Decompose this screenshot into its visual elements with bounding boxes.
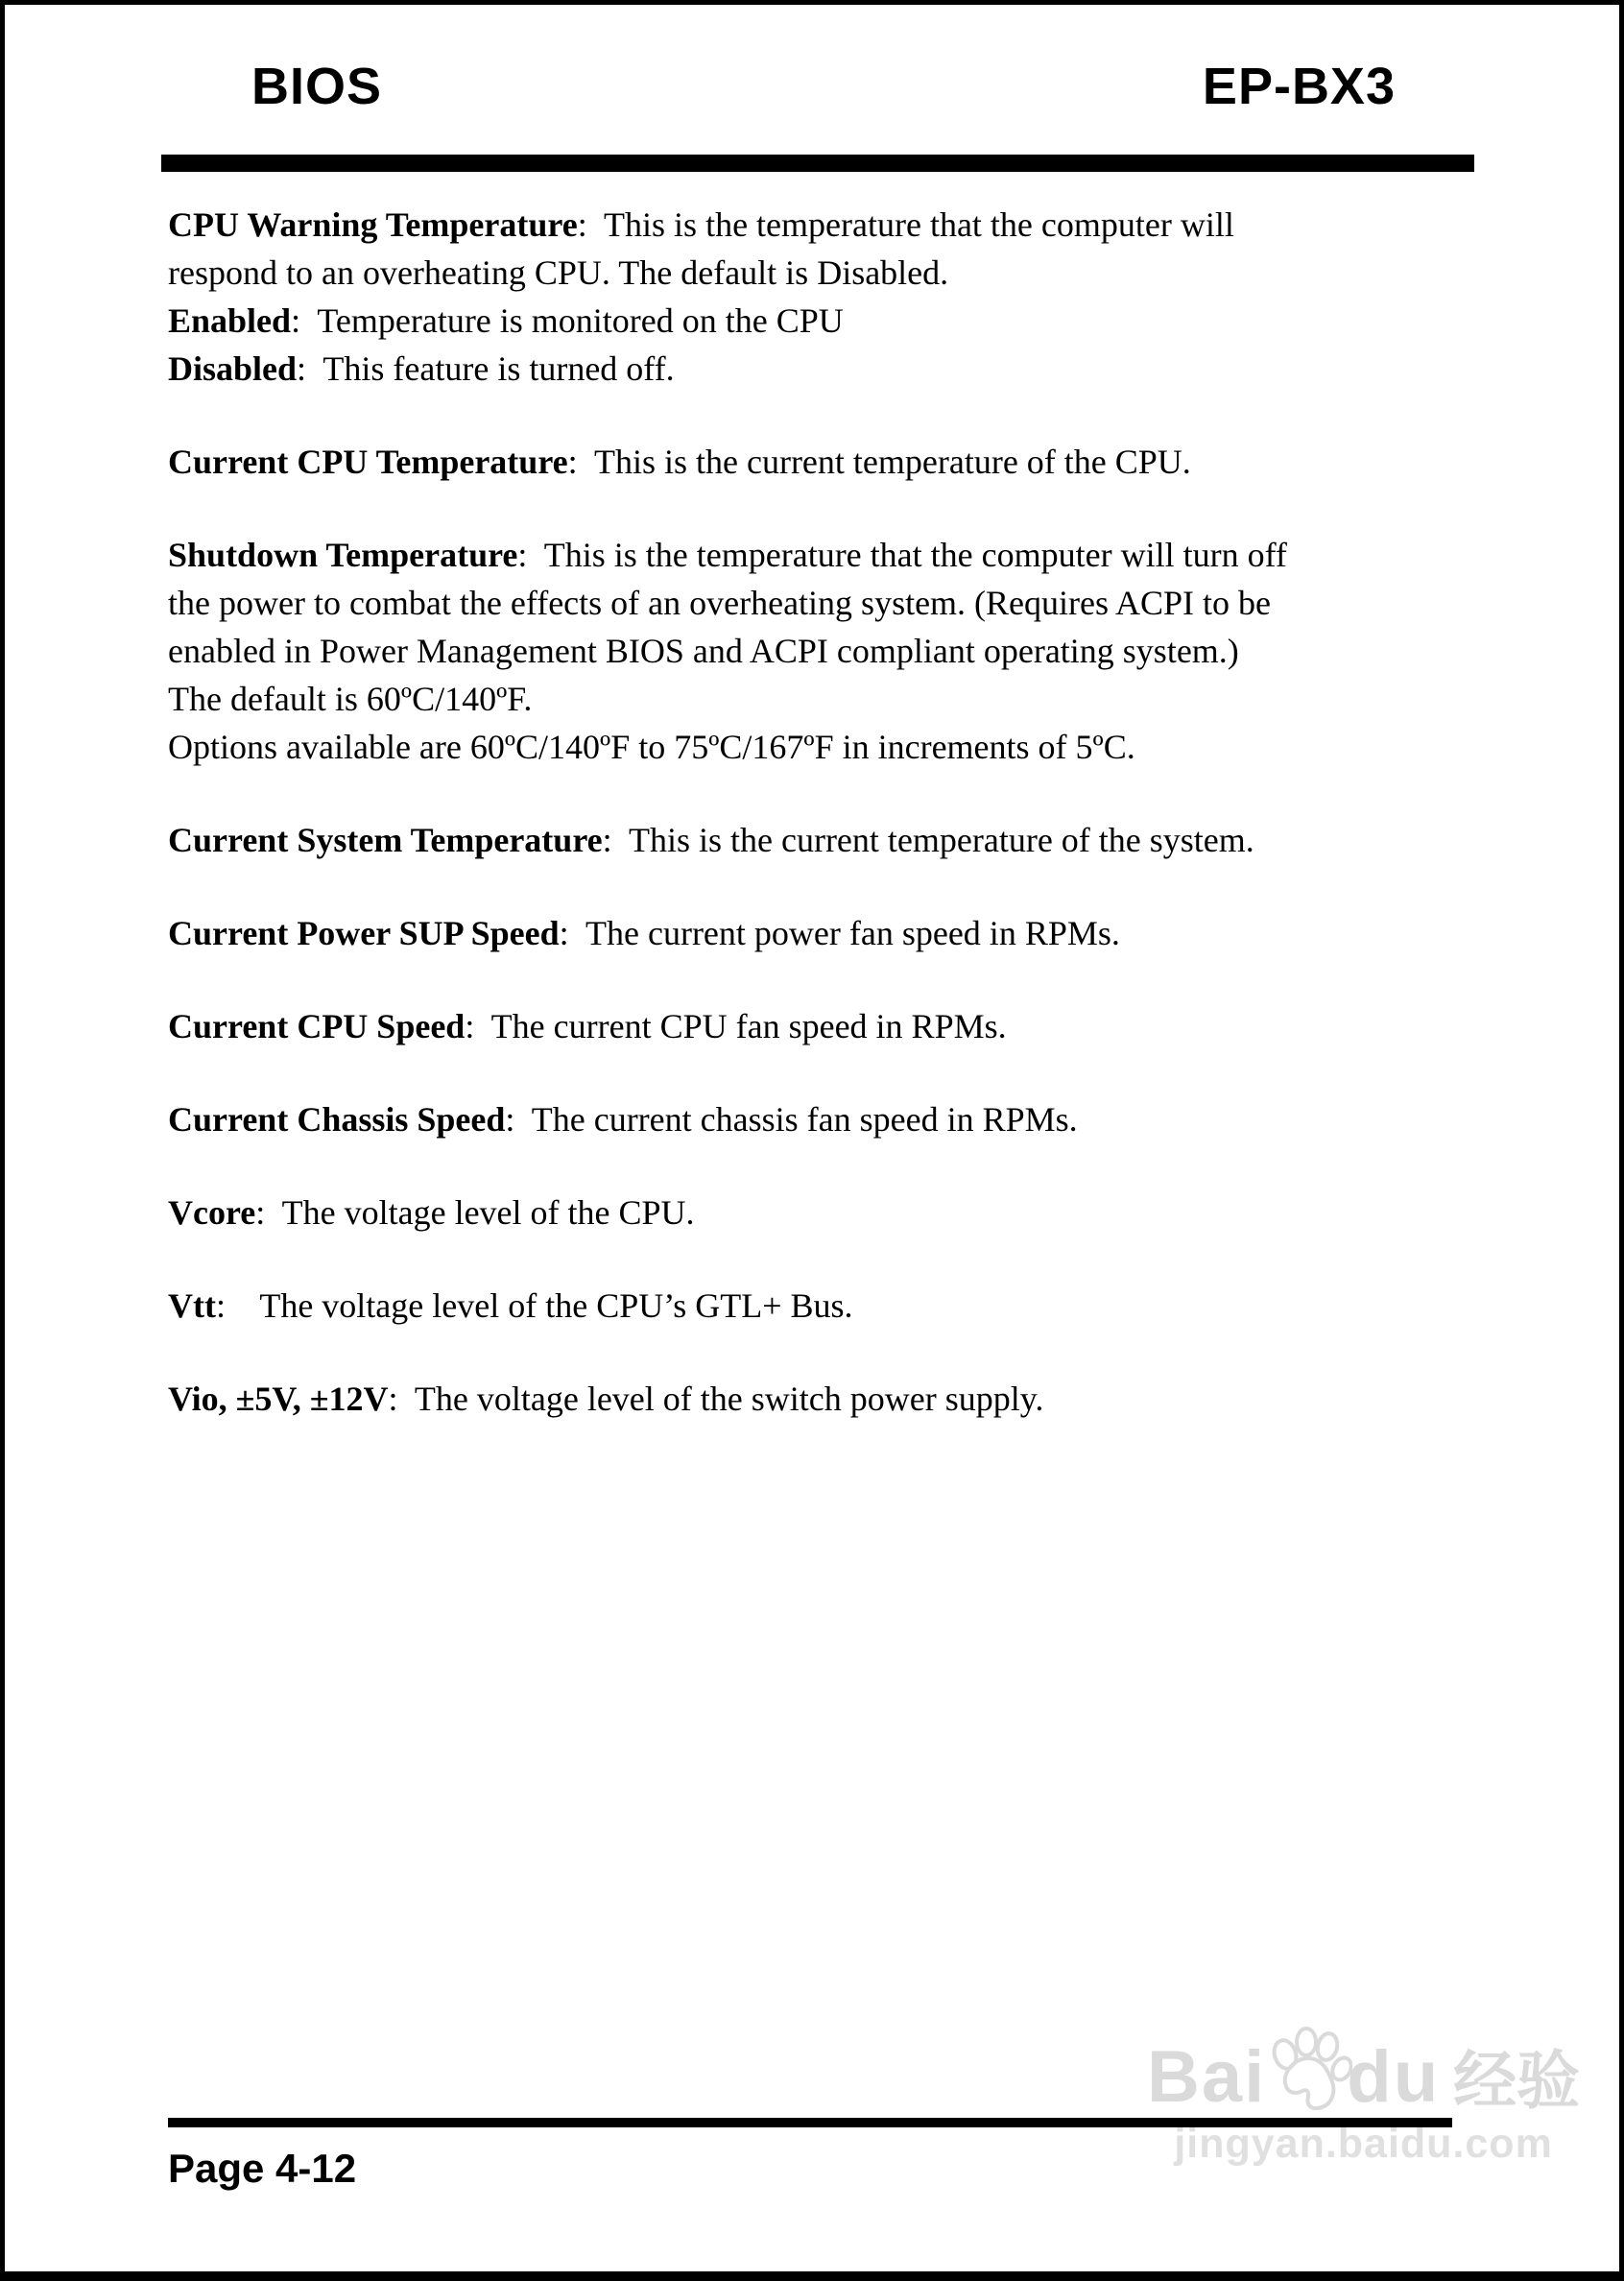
paragraph-9 bbox=[168, 1375, 1619, 1423]
watermark-url: jingyan.baidu.com bbox=[1174, 2121, 1553, 2167]
term-label: Current Power SUP Speed bbox=[168, 914, 560, 952]
paragraph-2 bbox=[168, 531, 1619, 771]
baidu-logo-text-du: du bbox=[1347, 2036, 1441, 2118]
paragraph-4 bbox=[168, 909, 1619, 957]
paragraph-6 bbox=[168, 1095, 1619, 1143]
line-text: : This is the temperature that the computer will turn off bbox=[517, 536, 1287, 574]
baidu-paw-icon bbox=[1264, 2026, 1352, 2118]
line-text: : The voltage level of the CPU. bbox=[255, 1193, 695, 1232]
paragraph-0 bbox=[168, 201, 1619, 393]
line-text: enabled in Power Management BIOS and ACPI compliant operating system.) bbox=[168, 632, 1239, 670]
baidu-watermark bbox=[1147, 2026, 1580, 2165]
paragraph-5 bbox=[168, 1002, 1619, 1050]
term-label: CPU Warning Temperature bbox=[168, 205, 578, 244]
baidu-logo bbox=[1147, 2026, 1581, 2118]
term-label: Vcore bbox=[168, 1193, 256, 1232]
line-text: : The current power fan speed in RPMs. bbox=[559, 914, 1120, 952]
term-label: Current Chassis Speed bbox=[168, 1100, 506, 1139]
paragraph-3 bbox=[168, 816, 1619, 864]
header-left-label: BIOS bbox=[251, 58, 383, 115]
text-line bbox=[168, 297, 1619, 345]
text-line bbox=[168, 1189, 1619, 1237]
line-text: respond to an overheating CPU. The default is Disabled. bbox=[168, 253, 949, 292]
text-line bbox=[168, 579, 1619, 627]
line-text: : Temperature is monitored on the CPU bbox=[291, 301, 844, 340]
page-header bbox=[251, 58, 1396, 115]
term-label: Vtt bbox=[168, 1286, 216, 1325]
term-label: Enabled bbox=[168, 301, 292, 340]
text-line bbox=[168, 249, 1619, 297]
line-text: Options available are 60ºC/140ºF to 75ºC/167ºF in increments of 5ºC. bbox=[168, 728, 1135, 766]
term-label: Current CPU Speed bbox=[168, 1007, 466, 1045]
term-label: Current CPU Temperature bbox=[168, 443, 568, 481]
term-label: Shutdown Temperature bbox=[168, 536, 518, 574]
term-label: Disabled bbox=[168, 349, 298, 388]
line-text: : The voltage level of the CPU’s GTL+ Bus. bbox=[215, 1286, 853, 1325]
text-line bbox=[168, 627, 1619, 675]
paragraph-7 bbox=[168, 1189, 1619, 1237]
baidu-logo-text-bai: Bai bbox=[1147, 2036, 1267, 2118]
text-line bbox=[168, 816, 1619, 864]
text-line bbox=[168, 1095, 1619, 1143]
header-right-label: EP-BX3 bbox=[1202, 58, 1396, 115]
text-line bbox=[168, 1375, 1619, 1423]
line-text: : The current chassis fan speed in RPMs. bbox=[505, 1100, 1078, 1139]
line-text: the power to combat the effects of an overheating system. (Requires ACPI to be bbox=[168, 584, 1272, 622]
text-line bbox=[168, 531, 1619, 579]
page-number: Page 4-12 bbox=[168, 2146, 357, 2191]
text-line bbox=[168, 345, 1619, 393]
text-line bbox=[168, 1002, 1619, 1050]
paragraph-8 bbox=[168, 1282, 1619, 1330]
line-text: : This feature is turned off. bbox=[297, 349, 675, 388]
line-text: : The voltage level of the switch power supply. bbox=[388, 1380, 1044, 1418]
line-text: : This is the current temperature of the CPU. bbox=[567, 443, 1191, 481]
line-text: : The current CPU fan speed in RPMs. bbox=[465, 1007, 1007, 1045]
header-rule bbox=[161, 155, 1474, 172]
line-text: : This is the current temperature of the system. bbox=[602, 821, 1254, 859]
text-line bbox=[168, 1282, 1619, 1330]
paragraph-1 bbox=[168, 438, 1619, 486]
body-text bbox=[168, 201, 1619, 1423]
baidu-jingyan-cn-label: 经验 bbox=[1453, 2044, 1581, 2116]
term-label: Vio, ±5V, ±12V bbox=[168, 1380, 389, 1418]
term-label: Current System Temperature bbox=[168, 821, 603, 859]
line-text: : This is the temperature that the computer will bbox=[577, 205, 1234, 244]
text-line bbox=[168, 723, 1619, 771]
text-line bbox=[168, 201, 1619, 249]
line-text: The default is 60ºC/140ºF. bbox=[168, 680, 533, 718]
text-line bbox=[168, 909, 1619, 957]
text-line bbox=[168, 438, 1619, 486]
text-line bbox=[168, 675, 1619, 723]
